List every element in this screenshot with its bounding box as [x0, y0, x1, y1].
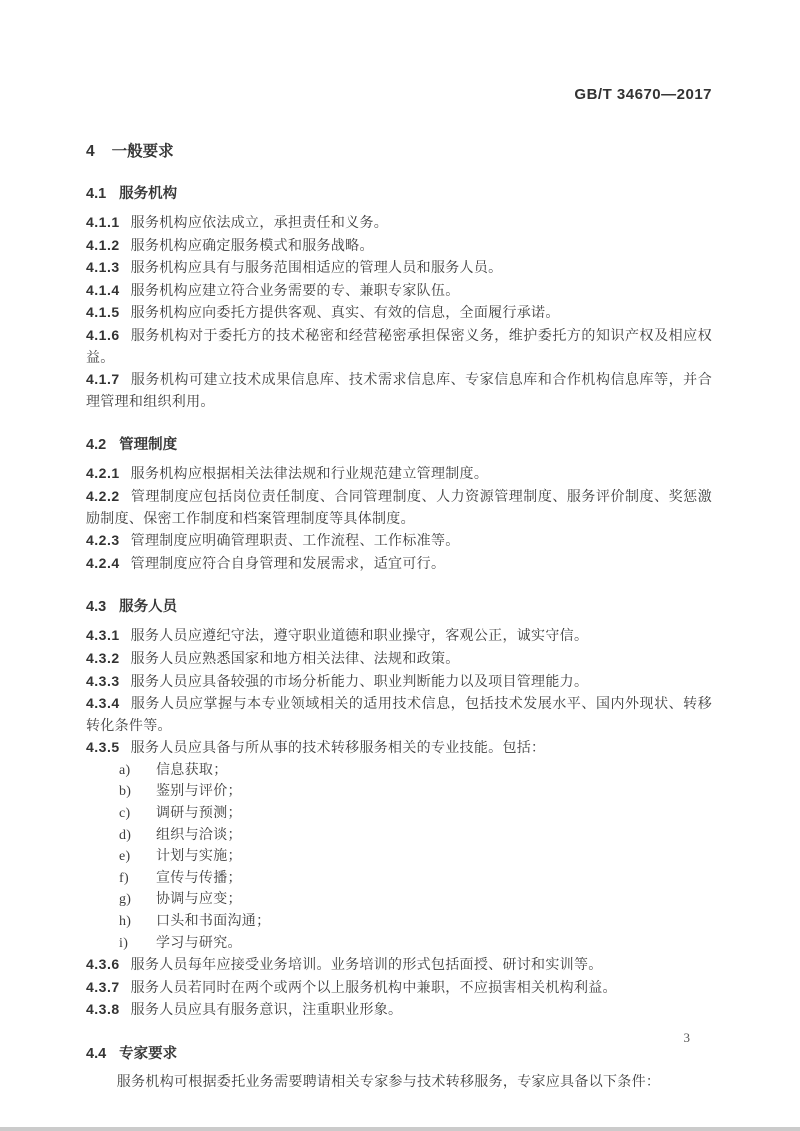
- clause: [86, 999, 712, 1022]
- clause-number: 4.3.3: [86, 672, 120, 689]
- clause-text: 服务人员每年应接受业务培训。业务培训的形式包括面授、研讨和实训等。: [130, 958, 603, 974]
- section-heading-4-3: [86, 589, 712, 616]
- clause-text: 服务机构应建立符合业务需要的专、兼职专家队伍。: [130, 283, 460, 299]
- clause-text: 服务人员应熟悉国家和地方相关法律、法规和政策。: [130, 651, 460, 667]
- clause-text: 服务人员应掌握与本专业领域相关的适用技术信息，包括技术发展水平、国内外现状、转移转化条件等。: [86, 697, 712, 734]
- clause: [86, 463, 712, 486]
- list-item: [119, 868, 712, 890]
- clause-number: 4.3.2: [86, 649, 120, 666]
- clause-number: 4.2.2: [86, 487, 120, 504]
- clause: [86, 325, 712, 369]
- clause-number: 4.1.1: [86, 214, 120, 230]
- clause: [86, 302, 712, 325]
- clause: [86, 369, 712, 413]
- list-letter: b): [119, 784, 132, 800]
- list-item: [119, 889, 712, 911]
- clause-number: 4.2.1: [86, 465, 120, 482]
- standard-code: GB/T 34670—2017: [574, 86, 712, 103]
- chapter-title: 一般要求: [111, 143, 174, 160]
- clause: [86, 625, 712, 648]
- clause-text: 服务机构应依法成立，承担责任和义务。: [130, 216, 389, 231]
- list-letter: g): [119, 892, 132, 908]
- section-number: 4.2: [86, 437, 107, 454]
- clause-text: 服务人员应具有服务意识，注重职业形象。: [130, 1003, 403, 1019]
- list-item: [119, 911, 712, 933]
- clause-text: 服务人员若同时在两个或两个以上服务机构中兼职，不应损害相关机构利益。: [130, 980, 617, 996]
- clause: [86, 530, 712, 553]
- clause-number: 4.3.4: [86, 695, 120, 712]
- list-item: [119, 760, 712, 782]
- page-number: 3: [683, 1030, 690, 1045]
- clause-text: 服务机构可建立技术成果信息库、技术需求信息库、专家信息库和合作机构信息库等，并合理管理和组织利用。: [86, 373, 712, 410]
- clause: [86, 954, 712, 977]
- page-bottom-edge: [0, 1127, 800, 1131]
- clause: [86, 257, 712, 280]
- clause-text: 管理制度应符合自身管理和发展需求，适宜可行。: [130, 556, 446, 572]
- intro-paragraph: 服务机构可根据委托业务需要聘请相关专家参与技术转移服务，专家应具备以下条件：: [116, 1075, 661, 1090]
- clause-text: 服务机构应具有与服务范围相适应的管理人员和服务人员。: [130, 261, 503, 277]
- clause-text: 管理制度应明确管理职责、工作流程、工作标准等。: [130, 534, 460, 550]
- section-number: 4.4: [86, 1046, 107, 1062]
- list-text: 组织与洽谈；: [156, 827, 242, 843]
- section-number: 4.3: [86, 599, 107, 616]
- list-text: 学习与研究。: [156, 935, 242, 951]
- list-text: 协调与应变；: [156, 892, 242, 908]
- section-heading-4-1: [86, 176, 712, 203]
- section-number: 4.1: [86, 186, 107, 202]
- clause: [86, 280, 712, 303]
- clause-number: 4.1.4: [86, 281, 120, 298]
- clause: [86, 648, 712, 671]
- list-letter: h): [119, 914, 132, 930]
- clause-number: 4.3.5: [86, 739, 120, 756]
- clause: [86, 977, 712, 1000]
- clause-number: 4.3.6: [86, 956, 120, 973]
- clause: [86, 737, 712, 760]
- clause-number: 4.2.3: [86, 532, 120, 549]
- section-title: 管理制度: [119, 437, 178, 454]
- clause-number: 4.1.7: [86, 371, 120, 388]
- list-item: [119, 846, 712, 868]
- list-text: 调研与预测；: [156, 806, 242, 822]
- clause: [86, 553, 712, 576]
- section-4-2-clauses: [86, 463, 712, 575]
- list-item: [119, 825, 712, 847]
- clause: [86, 693, 712, 737]
- list-letter: i): [119, 935, 129, 951]
- list-letter: f): [119, 870, 129, 886]
- list-text: 口头和书面沟通；: [156, 914, 271, 930]
- clause: [86, 212, 712, 235]
- list-item: [119, 781, 712, 803]
- chapter-heading: [86, 142, 712, 162]
- clause-text: 服务机构应确定服务模式和服务战略。: [130, 238, 374, 254]
- list-text: 信息获取；: [156, 762, 228, 778]
- clause-number: 4.3.8: [86, 1001, 120, 1018]
- list-letter: c): [119, 806, 131, 822]
- clause-text: 服务机构应向委托方提供客观、真实、有效的信息，全面履行承诺。: [130, 306, 560, 322]
- list-text: 宣传与传播；: [156, 870, 242, 886]
- clause-number: 4.2.4: [86, 554, 120, 571]
- list-text: 鉴别与评价；: [156, 784, 242, 800]
- clause-number: 4.1.3: [86, 259, 120, 276]
- list-item: [119, 933, 712, 955]
- clause-number: 4.1.6: [86, 326, 120, 343]
- clause-number: 4.1.2: [86, 236, 120, 253]
- section-heading-4-4: [86, 1036, 712, 1063]
- clause: [86, 235, 712, 258]
- clause: [86, 671, 712, 694]
- list-letter: a): [119, 762, 131, 778]
- section-4-3-clauses: [86, 625, 712, 1022]
- clause-text: 服务人员应具备与所从事的技术转移服务相关的专业技能。包括：: [130, 741, 546, 757]
- clause-text: 服务人员应遵纪守法，遵守职业道德和职业操守，客观公正，诚实守信。: [130, 629, 589, 645]
- section-4-1-clauses: [86, 212, 712, 413]
- list-letter: d): [119, 827, 132, 843]
- clause-number: 4.3.1: [86, 627, 120, 644]
- clause-number: 4.1.5: [86, 304, 120, 321]
- section-title: 专家要求: [119, 1046, 178, 1062]
- clause-text: 服务人员应具备较强的市场分析能力、职业判断能力以及项目管理能力。: [130, 674, 589, 690]
- section-title: 服务人员: [119, 599, 178, 616]
- list-item: [119, 803, 712, 825]
- skill-list: [86, 760, 712, 954]
- clause-text: 服务机构应根据相关法律法规和行业规范建立管理制度。: [130, 467, 489, 483]
- chapter-number: 4: [86, 143, 95, 160]
- clause-number: 4.3.7: [86, 978, 120, 995]
- list-text: 计划与实施；: [156, 849, 242, 865]
- section-title: 服务机构: [119, 186, 178, 202]
- clause-text: 管理制度应包括岗位责任制度、合同管理制度、人力资源管理制度、服务评价制度、奖惩激励制度、保密工作制度和档案管理制度等具体制度。: [86, 489, 712, 527]
- clause-text: 服务机构对于委托方的技术秘密和经营秘密承担保密义务，维护委托方的知识产权及相应权益。: [86, 328, 712, 366]
- section-heading-4-2: [86, 427, 712, 454]
- list-letter: e): [119, 849, 131, 865]
- clause: [86, 486, 712, 530]
